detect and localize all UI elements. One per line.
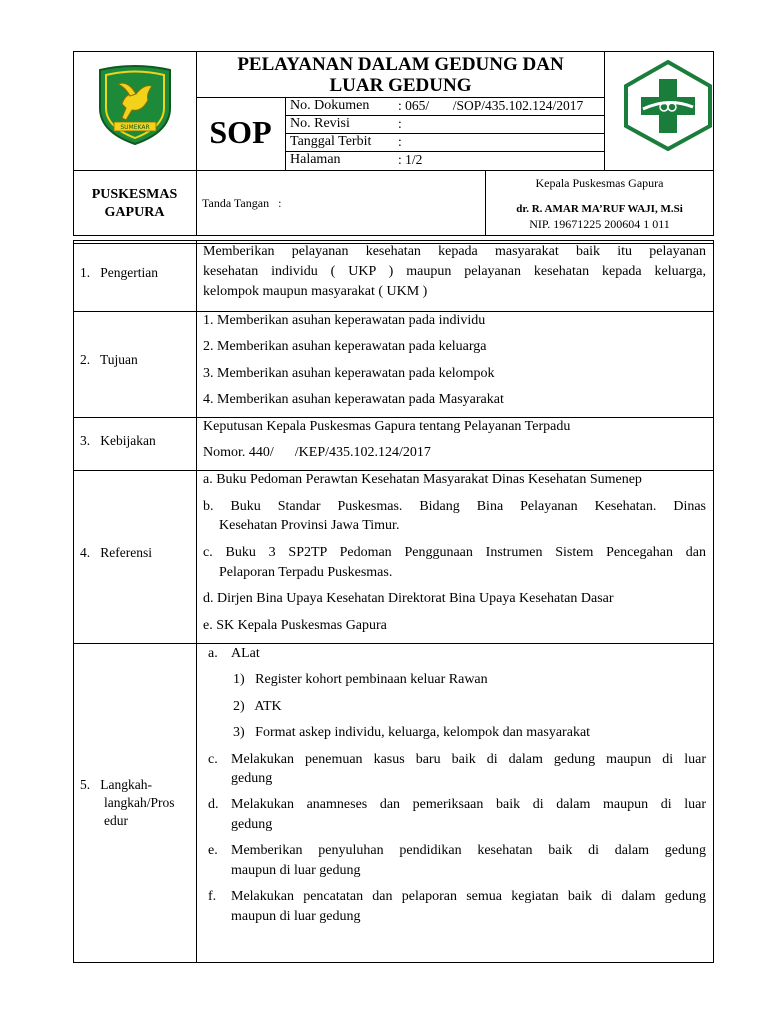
head-name: dr. R. AMAR MA’RUF WAJI, M.Si (516, 203, 683, 215)
logo-left-text: SUMEKAR (120, 124, 150, 131)
meta-label-revisi: No. Revisi (290, 116, 350, 131)
meta-value-halaman: : 1/2 (398, 152, 423, 167)
section-label-pengertian: 1. Pengertian (80, 265, 158, 280)
referensi-item: a. Buku Pedoman Perawtan Kesehatan Masyarakat Dinas Kesehatan Sumenep (203, 472, 642, 487)
alat-title: ALat (231, 646, 260, 661)
section-label-tujuan: 2. Tujuan (80, 352, 138, 367)
document-title-line2: LUAR GEDUNG (329, 75, 472, 96)
puskesmas-logo-icon (623, 59, 713, 151)
section-label-kebijakan: 3. Kebijakan (80, 433, 156, 448)
kebijakan-line: Nomor. 440/ /KEP/435.102.124/2017 (203, 445, 431, 460)
meta-label-terbit: Tanggal Terbit (290, 134, 372, 149)
meta-label-dokumen: No. Dokumen (290, 98, 370, 113)
tujuan-item: 2. Memberikan asuhan keperawatan pada keluarga (203, 339, 487, 354)
kebijakan-line: Keputusan Kepala Puskesmas Gapura tentang Pelayanan Terpadu (203, 419, 571, 434)
section-label-referensi: 4. Referensi (80, 545, 152, 560)
referensi-item: Kesehatan Provinsi Jawa Timur. (219, 518, 400, 533)
step-marker: d. (208, 797, 219, 812)
org-name-line1: PUSKESMAS (91, 187, 178, 202)
step-line: gedung (231, 817, 273, 832)
section-label-langkah: langkah/Pros (104, 795, 175, 810)
referensi-item: d. Dirjen Bina Upaya Kesehatan Direktorat Bina Upaya Kesehatan Dasar (203, 591, 614, 606)
step-line: Melakukan anamneses dan pemeriksaan baik di dalam maupun di luar (231, 797, 706, 812)
pengertian-line: kesehatan individu ( UKP ) maupun pelayanan kesehatan kepada keluarga, (203, 264, 706, 279)
step-line: Memberikan penyuluhan pendidikan kesehatan baik di dalam gedung (231, 843, 706, 858)
step-line: Melakukan pencatatan dan pelaporan semua kegiatan baik di dalam gedung (231, 889, 706, 904)
sop-label: SOP (209, 114, 272, 150)
signature-label: Tanda Tangan : (202, 196, 282, 210)
section-label-langkah: 5. Langkah- (80, 777, 152, 792)
alat-item: 1) Register kohort pembinaan keluar Rawan (233, 672, 488, 687)
step-line: maupun di luar gedung (231, 909, 361, 924)
step-line: maupun di luar gedung (231, 863, 361, 878)
referensi-item: c. Buku 3 SP2TP Pedoman Penggunaan Instrumen Sistem Pencegahan dan (203, 545, 706, 560)
step-marker: f. (208, 889, 217, 904)
document-title-line1: PELAYANAN DALAM GEDUNG DAN (237, 54, 564, 75)
alat-item: 3) Format askep individu, keluarga, kelompok dan masyarakat (233, 725, 591, 740)
pengertian-line: kelompok maupun masyarakat ( UKM ) (203, 284, 428, 299)
regency-logo-icon (92, 64, 178, 146)
head-title: Kepala Puskesmas Gapura (535, 176, 664, 190)
tujuan-item: 3. Memberikan asuhan keperawatan pada kelompok (203, 366, 495, 381)
org-name-line2: GAPURA (104, 205, 165, 220)
section-label-langkah: edur (104, 813, 128, 828)
pengertian-line: Memberikan pelayanan kesehatan kepada masyarakat baik itu pelayanan (203, 244, 706, 259)
step-line: Melakukan penemuan kasus baru baik di dalam gedung maupun di luar (231, 752, 706, 767)
step-marker: c. (208, 752, 218, 767)
tujuan-item: 1. Memberikan asuhan keperawatan pada individu (203, 313, 486, 328)
meta-label-halaman: Halaman (290, 152, 341, 167)
tujuan-item: 4. Memberikan asuhan keperawatan pada Masyarakat (203, 392, 504, 407)
meta-value-revisi: : (398, 116, 402, 131)
alat-marker: a. (208, 646, 218, 661)
referensi-item: b. Buku Standar Puskesmas. Bidang Bina Pelayanan Kesehatan. Dinas (203, 499, 706, 514)
meta-value-dokumen: : 065/ /SOP/435.102.124/2017 (398, 98, 584, 113)
referensi-item: Pelaporan Terpadu Puskesmas. (219, 565, 393, 580)
referensi-item: e. SK Kepala Puskesmas Gapura (203, 618, 387, 633)
alat-item: 2) ATK (233, 699, 282, 714)
head-nip: NIP. 19671225 200604 1 011 (529, 217, 670, 231)
meta-value-terbit: : (398, 134, 402, 149)
step-marker: e. (208, 843, 218, 858)
step-line: gedung (231, 771, 273, 786)
